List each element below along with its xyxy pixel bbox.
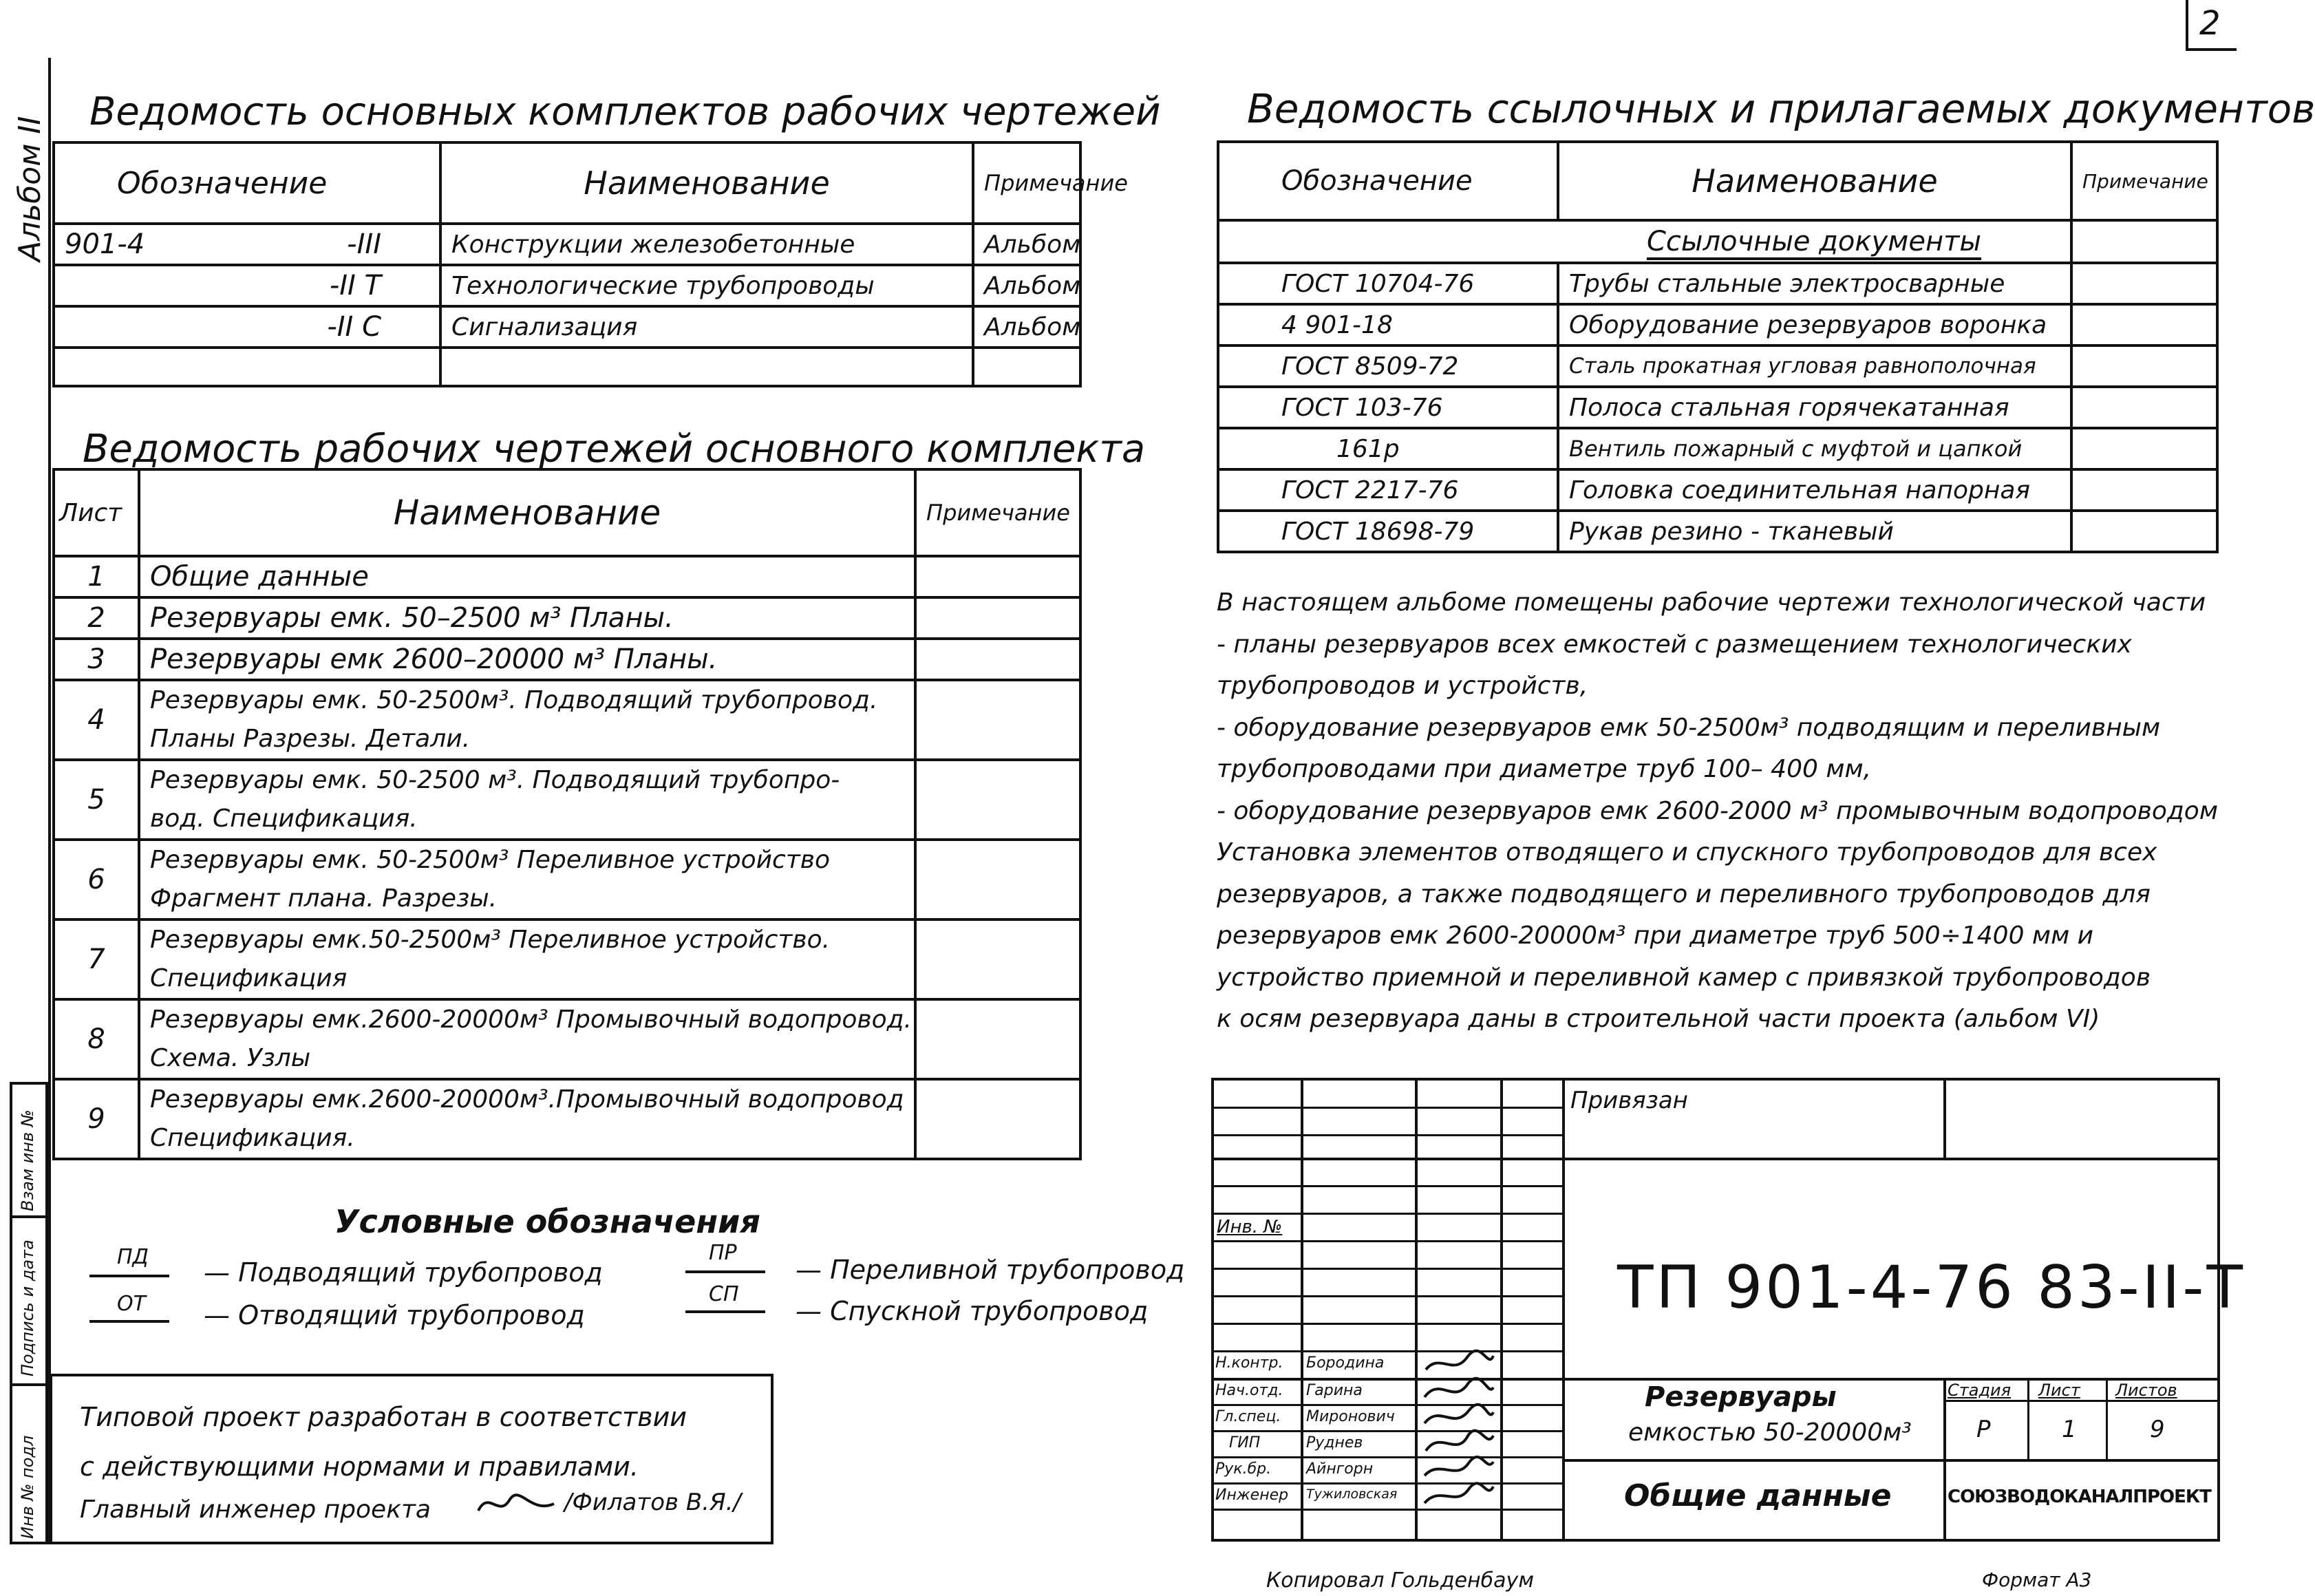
legend-line-pd xyxy=(89,1275,169,1277)
stamp-hline xyxy=(1211,1509,1564,1511)
organization: СОЮЗВОДОКАНАЛПРОЕКТ xyxy=(1948,1487,2211,1507)
sheet-name: Резервуары емк. 50–2500 м³ Планы. xyxy=(139,597,915,639)
left-border xyxy=(48,58,51,1544)
page-number: 2 xyxy=(2199,4,2221,43)
standards-line-1: Типовой проект разработан в соответствии xyxy=(80,1402,687,1432)
description xyxy=(1217,582,2221,1041)
role-name: Тужиловская xyxy=(1306,1487,1398,1502)
header-name: Наименование xyxy=(139,469,915,556)
stamp-vline xyxy=(2106,1378,2108,1459)
doc-name: Вентиль пожарный с муфтой и цапкой xyxy=(1558,428,2071,469)
sheet-name: Резервуары емк. 50-2500м³. Подводящий трубопровод. Планы Разрезы. Детали. xyxy=(139,680,915,760)
legend-line-ot xyxy=(89,1320,169,1323)
doc-name: Рукав резино - тканевый xyxy=(1558,511,2071,552)
album-label: Альбом II xyxy=(12,116,47,262)
sheet-title: Общие данные xyxy=(1624,1478,1892,1513)
header-name: Наименование xyxy=(440,142,973,224)
standards-line-2: с действующими нормами и правилами. xyxy=(80,1451,639,1482)
main-sets-table xyxy=(52,141,1128,387)
set-code: 901-4 -III xyxy=(54,224,391,265)
sheet-number: 4 xyxy=(54,680,139,760)
legend-code-sp: СП xyxy=(709,1282,739,1306)
side-label-inventory: Инв № подл xyxy=(18,1435,37,1539)
stamp-hline xyxy=(1943,1400,2220,1402)
role-label: Инженер xyxy=(1215,1487,1289,1504)
description-line: трубопроводов и устройств, xyxy=(1217,672,1588,700)
sheets-value: 9 xyxy=(2150,1416,2165,1443)
header-note: Примечание xyxy=(2071,142,2217,220)
stamp-hline xyxy=(1211,1482,1564,1485)
header-name: Наименование xyxy=(1558,142,2071,220)
stamp-hline xyxy=(1211,1107,1564,1109)
side-box-divider xyxy=(10,1383,48,1386)
description-line: - оборудование резервуаров емк 2600-2000 м³ промывочным водопроводом xyxy=(1217,796,2218,825)
role-name: Айнгорн xyxy=(1306,1460,1374,1478)
sheet-number: 6 xyxy=(54,840,139,919)
sheet-number: 7 xyxy=(54,919,139,999)
stamp-vline xyxy=(1301,1078,1303,1540)
set-code: -II Т xyxy=(54,265,391,306)
stamp-hline xyxy=(1562,1459,2219,1462)
sheet-name: Резервуары емк 2600–20000 м³ Планы. xyxy=(139,639,915,680)
sheet-name: Резервуары емк.50-2500м³ Переливное устройство. Спецификация xyxy=(139,919,915,999)
legend-line-sp xyxy=(685,1310,765,1313)
set-note: Альбом xyxy=(973,224,1080,265)
stamp-hline xyxy=(1211,1404,1564,1406)
sheet-number: 2 xyxy=(54,597,139,639)
doc-code: ГОСТ 18698-79 xyxy=(1218,511,1558,552)
description-line: резервуаров, а также подводящего и переливного трубопроводов для xyxy=(1217,880,2151,908)
set-name: Конструкции железобетонные xyxy=(440,224,973,265)
description-line: - планы резервуаров всех емкостей с размещением технологических xyxy=(1217,630,2132,659)
stamp-hline xyxy=(1211,1268,1564,1270)
header-note: Примечание xyxy=(973,142,1080,224)
legend-text-pr: — Переливной трубопровод xyxy=(796,1255,1185,1285)
side-label-replace: Взам инв № xyxy=(18,1109,37,1211)
stamp-hline xyxy=(1211,1134,1564,1136)
sheet-number: 8 xyxy=(54,999,139,1079)
header-designation: Обозначение xyxy=(54,142,440,224)
role-name: Бородина xyxy=(1306,1354,1385,1372)
set-name: Сигнализация xyxy=(440,306,973,348)
bound-label: Привязан xyxy=(1570,1087,1688,1114)
working-drawings-title: Ведомость рабочих чертежей основного комплекта xyxy=(83,427,1146,471)
stamp-hline xyxy=(1211,1185,1564,1187)
legend-text-ot: — Отводящий трубопровод xyxy=(204,1300,585,1330)
stamp-vline xyxy=(1415,1078,1418,1540)
engineer-signature-icon xyxy=(475,1487,557,1521)
sheet-number: 9 xyxy=(54,1079,139,1159)
stamp-hline xyxy=(1211,1213,1564,1215)
stamp-hline xyxy=(1211,1295,1564,1297)
role-label: ГИП xyxy=(1229,1434,1261,1451)
doc-name: Оборудование резервуаров воронка xyxy=(1558,304,2071,345)
set-name: Технологические трубопроводы xyxy=(440,265,973,306)
description-line: - оборудование резервуаров емк 50-2500м³ подводящим и переливным xyxy=(1217,713,2161,742)
doc-name: Головка соединительная напорная xyxy=(1558,469,2071,511)
sheet-number: 5 xyxy=(54,760,139,840)
set-note: Альбом xyxy=(973,265,1080,306)
copied-by: Копировал Гольденбаум xyxy=(1266,1568,1534,1593)
stamp-hline xyxy=(1211,1456,1564,1458)
stamp-vline xyxy=(1562,1078,1565,1540)
doc-code: ГОСТ 2217-76 xyxy=(1218,469,1558,511)
legend-code-ot: ОТ xyxy=(117,1292,146,1316)
referenced-docs-table xyxy=(1217,140,2219,553)
role-name: Руднев xyxy=(1306,1434,1363,1451)
project-code: ТП 901-4-76 83-II-Т xyxy=(1617,1253,2245,1322)
stamp-hline xyxy=(1211,1158,2220,1160)
role-label: Рук.бр. xyxy=(1215,1460,1272,1478)
description-line: трубопроводами при диаметре труб 100– 400 мм, xyxy=(1217,755,1872,783)
signature-icon xyxy=(1419,1349,1499,1513)
doc-name: Сталь прокатная угловая равнополочная xyxy=(1558,345,2071,387)
stage-label: Стадия xyxy=(1948,1381,2012,1400)
object-line-2: емкостью 50-20000м³ xyxy=(1628,1418,1912,1447)
role-label: Нач.отд. xyxy=(1215,1382,1283,1399)
corner-mark-line xyxy=(2186,48,2237,51)
set-note: Альбом xyxy=(973,306,1080,348)
sheet-label: Лист xyxy=(2038,1381,2080,1400)
legend-code-pd: ПД xyxy=(117,1245,149,1269)
role-label: Гл.спец. xyxy=(1215,1408,1281,1425)
stamp-vline xyxy=(2027,1378,2029,1459)
inv-label: Инв. № xyxy=(1217,1217,1283,1237)
referenced-docs-title: Ведомость ссылочных и прилагаемых документов xyxy=(1247,85,2315,132)
sheet-name: Резервуары емк.2600-20000м³.Промывочный водопровод Спецификация. xyxy=(139,1079,915,1159)
standards-line-3: Главный инженер проекта xyxy=(80,1496,431,1524)
description-line: резервуаров емк 2600-20000м³ при диаметре труб 500÷1400 мм и xyxy=(1217,922,2094,950)
stamp-vline xyxy=(1500,1078,1503,1540)
legend-title: Условные обозначения xyxy=(334,1203,760,1240)
working-drawings-table xyxy=(52,468,1082,1160)
legend-code-pr: ПР xyxy=(709,1241,737,1265)
sheet-name: Резервуары емк.2600-20000м³ Промывочный водопровод. Схема. Узлы xyxy=(139,999,915,1079)
legend-text-pd: — Подводящий трубопровод xyxy=(204,1257,603,1288)
header-designation: Обозначение xyxy=(1218,142,1558,220)
paper-format: Формат А3 xyxy=(1982,1568,2092,1591)
legend-text-sp: — Спускной трубопровод xyxy=(796,1296,1149,1326)
stamp-hline xyxy=(1211,1430,1564,1432)
sheet-name: Общие данные xyxy=(139,556,915,597)
sheet-number: 3 xyxy=(54,639,139,680)
doc-code: ГОСТ 10704-76 xyxy=(1218,263,1558,304)
side-label-signature: Подпись и дата xyxy=(18,1239,37,1376)
role-name: Миронович xyxy=(1306,1408,1395,1425)
section-heading: Ссылочные документы xyxy=(1558,220,2071,263)
header-sheet: Лист xyxy=(54,469,139,556)
doc-name: Трубы стальные электросварные xyxy=(1558,263,2071,304)
corner-mark xyxy=(2186,0,2188,48)
sheet-name: Резервуары емк. 50-2500 м³. Подводящий трубопро- вод. Спецификация. xyxy=(139,760,915,840)
doc-code: ГОСТ 103-76 xyxy=(1218,387,1558,428)
doc-code: 4 901-18 xyxy=(1218,304,1558,345)
description-line: к осям резервуара даны в строительной части проекта (альбом VI) xyxy=(1217,1005,2100,1033)
header-note: Примечание xyxy=(915,469,1080,556)
side-box-divider xyxy=(10,1215,48,1218)
sheet-number: 1 xyxy=(54,556,139,597)
role-label: Н.контр. xyxy=(1215,1354,1283,1372)
engineer-name: /Филатов В.Я./ xyxy=(564,1489,741,1516)
stamp-hline xyxy=(1211,1350,1564,1352)
stamp-hline xyxy=(1211,1240,1564,1242)
role-name: Гарина xyxy=(1306,1382,1363,1399)
set-code: -II С xyxy=(54,306,391,348)
doc-code: 161р xyxy=(1218,428,1558,469)
stamp-hline xyxy=(1211,1323,1564,1325)
sheet-name: Резервуары емк. 50-2500м³ Переливное устройство Фрагмент плана. Разрезы. xyxy=(139,840,915,919)
main-sets-title: Ведомость основных комплектов рабочих чертежей xyxy=(89,89,1161,134)
doc-name: Полоса стальная горячекатанная xyxy=(1558,387,2071,428)
doc-code: ГОСТ 8509-72 xyxy=(1218,345,1558,387)
description-line: устройство приемной и переливной камер с привязкой трубопроводов xyxy=(1217,963,2151,992)
object-line-1: Резервуары xyxy=(1645,1381,1837,1413)
sheet-value: 1 xyxy=(2062,1416,2077,1443)
legend-line-pr xyxy=(685,1270,765,1273)
description-line: Установка элементов отводящего и спускного трубопроводов для всех xyxy=(1217,838,2157,866)
description-line: В настоящем альбоме помещены рабочие чертежи технологической части xyxy=(1217,588,2206,617)
sheets-label: Листов xyxy=(2115,1381,2177,1400)
stamp-vline xyxy=(1943,1078,1946,1158)
stage-value: Р xyxy=(1976,1416,1991,1443)
